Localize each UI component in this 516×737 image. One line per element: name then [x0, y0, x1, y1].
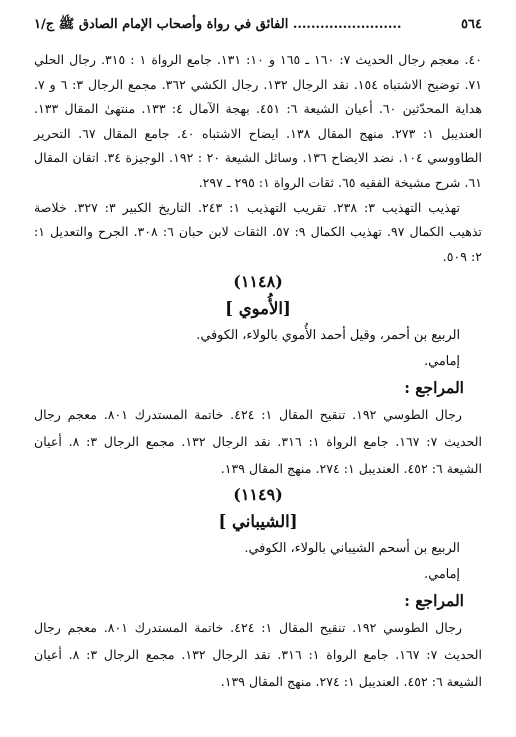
- references-text: رجال الطوسي ١٩٢. تنقيح المقال ١: ٤٢٤. خاتمة المستدرك ٨٠١. معجم رجال الحديث ٧: ١٦٧. جامع الرواة ١: ٣١٦. نقد الرجال ١٣٢. مجمع الرجال ٣: ٨. أعيان الشيعة ٦: ٤٥٢. العنديبل ١: ٢٧٤. منهج المقال ١٣٩.: [34, 407, 483, 477]
- entry-heading: [الأُموي ]: [225, 299, 291, 319]
- entry-heading: [الشيباني ]: [218, 512, 298, 532]
- previous-entry-references-continued: تهذيب التهذيب ٣: ٢٣٨. تقريب التهذيب ١: ٢٤٣. التاريخ الكبير ٣: ٣٢٧. خلاصة تذهيب الكمال ٩٧. تهذيب الكمال ٩: ٥٧. الثقات لابن حبان ٦: ٣٠٨. الجرح والتعديل ١: ٢: ٥٠٩.: [34, 199, 482, 264]
- running-title-dots: ........................: [292, 17, 402, 32]
- entry-description: الربيع بن أسحم الشيباني بالولاء، الكوفي.: [244, 541, 460, 557]
- entry-status: إمامي.: [424, 567, 460, 583]
- document-page: [34, 16, 482, 695]
- references-heading: المراجع :: [404, 378, 464, 398]
- entry-status: إمامي.: [424, 354, 460, 370]
- entry-number: (١١٤٩): [233, 485, 283, 505]
- entry-description: الربيع بن أحمر، وقيل أحمد الأُموي بالولاء، الكوفي.: [196, 328, 460, 344]
- entry-number: (١١٤٨): [233, 272, 283, 292]
- page-header: [34, 16, 482, 38]
- page-number: ٥٦٤: [461, 17, 482, 32]
- references-heading: المراجع :: [404, 591, 464, 611]
- running-title: [34, 16, 401, 35]
- entry-1148: [34, 269, 482, 482]
- references-text: رجال الطوسي ١٩٢. تنقيح المقال ١: ٤٢٤. خاتمة المستدرك ٨٠١. معجم رجال الحديث ٧: ١٦٧. جامع الرواة ١: ٣١٦. نقد الرجال ١٣٢. مجمع الرجال ٣: ٨. أعيان الشيعة ٦: ٤٥٢. العنديبل ١: ٢٧٤. منهج المقال ١٣٩.: [34, 620, 483, 690]
- running-title-text: الفائق في رواة وأصحاب الإمام الصادق ﷺ ج/١: [34, 17, 289, 32]
- entry-1149: [34, 482, 482, 695]
- previous-entry-references: ٤٠. معجم رجال الحديث ٧: ١٦٠ ـ ١٦٥ و ١٠: ١٣١. جامع الرواة ١ : ٣١٥. رجال الحلي ٧١. توضيح الاشتباه ١٥٤. نقد الرجال ١٣٢. رجال الكشي ٣٦٢. مجمع الرجال ٣: ٦ و ٧. هداية المحدّثين ٦٠. أعيان الشيعة ٦: ٤٥١. بهجة الآمال ٤: ١٣٣. منتهىٰ المقال ١٣٣. العنديبل ١: ٢٧٣. منهج المقال ١٣٨. ايضاح الاشتباه ٤٠. جامع المقال ٦٧. التحرير الطاووسي ١٠٤. نضد الايضاح ١٣٦. وسائل الشيعة ٢٠ : ١٩٢. الوجيزة ٣٤. اتقان المقال ٦١. شرح مشيخة الفقيه ٦٥. ثقات الرواة ١: ٢٩٥ ـ ٢٩٧.: [34, 52, 483, 190]
